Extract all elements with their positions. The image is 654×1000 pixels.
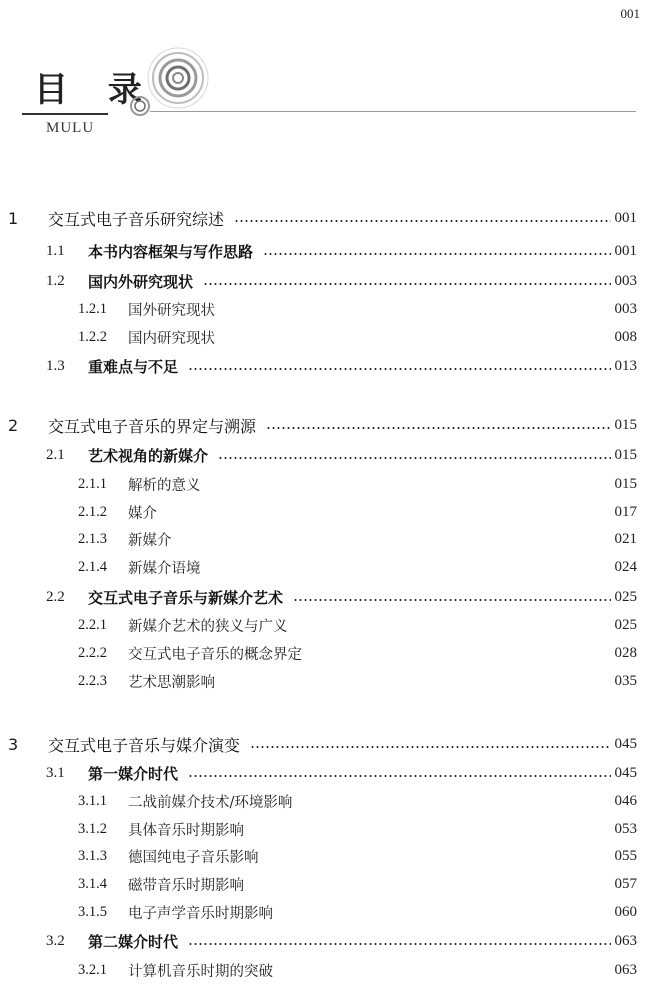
toc-entry-3-1-2[interactable]: [0, 817, 654, 841]
title-underline: [22, 113, 108, 115]
toc-entry-number: 1.2: [46, 272, 65, 289]
toc-entry-title: 新媒介语境: [128, 560, 201, 577]
toc-entry-title: 德国纯电子音乐影响: [128, 849, 259, 866]
toc-entry-title: 交互式电子音乐的界定与溯源: [48, 416, 257, 436]
toc-entry-2-2-1[interactable]: [0, 613, 654, 637]
toc-entry-1-2[interactable]: [0, 269, 654, 293]
toc-entry-3-1-4[interactable]: [0, 872, 654, 896]
toc-entry-number: 3.1.1: [78, 792, 107, 809]
toc-entry-number: 3.1.2: [78, 820, 107, 837]
toc-header: [0, 0, 654, 150]
toc-entry-number: 2: [8, 415, 19, 435]
toc-entry-page: 013: [614, 357, 637, 374]
toc-entry-number: 3.1.3: [78, 847, 107, 864]
toc-entry-title: 国内外研究现状: [88, 272, 194, 291]
toc-entry-page: 035: [614, 672, 637, 689]
toc-entry-page: 063: [614, 932, 637, 949]
toc-entry-number: 1.3: [46, 357, 65, 374]
toc-entry-3-2[interactable]: [0, 929, 654, 953]
toc-entry-title: 交互式电子音乐与媒介演变: [48, 735, 241, 755]
dot-leader: [188, 943, 610, 945]
toc-entry-number: 3: [8, 734, 19, 754]
toc-entry-title: 第二媒介时代: [88, 932, 179, 951]
dot-leader: [234, 220, 610, 222]
toc-entry-page: 063: [614, 961, 637, 978]
toc-entry-title: 计算机音乐时期的突破: [128, 963, 273, 980]
toc-entry-1-2-1[interactable]: [0, 297, 654, 321]
toc-entry-3-1-3[interactable]: [0, 844, 654, 868]
toc-entry-title: 国内研究现状: [128, 330, 215, 347]
decorative-circles-icon: [126, 44, 216, 120]
toc-entry-title: 媒介: [128, 505, 157, 522]
toc-entry-3-1[interactable]: [0, 761, 654, 785]
toc-entry-number: 3.2.1: [78, 961, 107, 978]
toc-entry-page: 060: [614, 903, 637, 920]
page-title: 目 录: [34, 70, 156, 110]
toc-entry-page: 025: [614, 588, 637, 605]
dot-leader: [218, 457, 610, 459]
toc-entry-page: 001: [614, 209, 637, 226]
page-subtitle: MULU: [46, 120, 95, 136]
toc-entry-page: 045: [614, 735, 637, 752]
toc-entry-page: 045: [614, 764, 637, 781]
toc-entry-page: 003: [614, 300, 637, 317]
toc-entry-title: 二战前媒介技术/环境影响: [128, 794, 293, 811]
toc-entry-title: 具体音乐时期影响: [128, 822, 244, 839]
toc-entry-title: 交互式电子音乐与新媒介艺术: [88, 588, 284, 607]
dot-leader: [188, 775, 610, 777]
toc-entry-2-1[interactable]: [0, 443, 654, 467]
dot-leader: [203, 283, 610, 285]
toc-entry-number: 1.2.1: [78, 300, 107, 317]
header-rule: [150, 111, 636, 112]
toc-entry-2-2-2[interactable]: [0, 641, 654, 665]
toc-entry-1-1[interactable]: [0, 239, 654, 263]
toc-entry-title: 解析的意义: [128, 477, 201, 494]
toc-entry-page: 008: [614, 328, 637, 345]
page-number: 001: [620, 6, 640, 21]
toc-entry-number: 2.1: [46, 446, 65, 463]
toc-entry-2-1-2[interactable]: [0, 500, 654, 524]
toc-entry-number: 3.1.5: [78, 903, 107, 920]
toc-entry-2-2[interactable]: [0, 585, 654, 609]
dot-leader: [188, 368, 610, 370]
toc-entry-number: 1.1: [46, 242, 65, 259]
toc-entry-number: 2.1.3: [78, 530, 107, 547]
dot-leader: [250, 746, 610, 748]
toc-entry-number: 2.1.4: [78, 558, 107, 575]
toc-entry-number: 2.2.2: [78, 644, 107, 661]
toc-entry-1[interactable]: [0, 206, 654, 230]
toc-entry-page: 025: [614, 616, 637, 633]
toc-entry-title: 艺术思潮影响: [128, 674, 215, 691]
toc-entry-page: 021: [614, 530, 637, 547]
toc-entry-page: 057: [614, 875, 637, 892]
toc-entry-page: 015: [614, 416, 637, 433]
toc-entry-number: 2.2: [46, 588, 65, 605]
toc-entry-number: 2.1.1: [78, 475, 107, 492]
toc-entry-number: 1: [8, 208, 19, 228]
toc-entry-page: 053: [614, 820, 637, 837]
toc-entry-number: 2.2.1: [78, 616, 107, 633]
toc-entry-title: 新媒介: [128, 532, 172, 549]
toc-entry-page: 028: [614, 644, 637, 661]
toc-entry-page: 055: [614, 847, 637, 864]
toc-entry-3-1-5[interactable]: [0, 900, 654, 924]
toc-entry-1-2-2[interactable]: [0, 325, 654, 349]
toc-entry-title: 艺术视角的新媒介: [88, 446, 209, 465]
toc-entry-number: 3.2: [46, 932, 65, 949]
toc-entry-title: 本书内容框架与写作思路: [88, 242, 254, 261]
toc-entry-title: 国外研究现状: [128, 302, 215, 319]
toc-entry-number: 3.1: [46, 764, 65, 781]
toc-entry-title: 重难点与不足: [88, 357, 179, 376]
dot-leader: [293, 599, 610, 601]
toc-entry-page: 015: [614, 446, 637, 463]
toc-entry-title: 电子声学音乐时期影响: [128, 905, 273, 922]
toc-entry-number: 2.1.2: [78, 503, 107, 520]
toc-entry-2[interactable]: [0, 413, 654, 437]
toc-entry-page: 024: [614, 558, 637, 575]
toc-entry-2-1-4[interactable]: [0, 555, 654, 579]
toc-entry-title: 交互式电子音乐研究综述: [48, 209, 225, 229]
toc-entry-2-1-3[interactable]: [0, 527, 654, 551]
toc-entry-2-1-1[interactable]: [0, 472, 654, 496]
toc-entry-page: 046: [614, 792, 637, 809]
toc-entry-3[interactable]: [0, 732, 654, 756]
toc-entry-page: 015: [614, 475, 637, 492]
dot-leader: [266, 427, 610, 429]
toc-entry-title: 交互式电子音乐的概念界定: [128, 646, 302, 663]
toc-entry-title: 磁带音乐时期影响: [128, 877, 244, 894]
toc-entry-page: 017: [614, 503, 637, 520]
toc-entry-2-2-3[interactable]: [0, 669, 654, 693]
toc-entry-number: 2.2.3: [78, 672, 107, 689]
toc-entry-3-2-1[interactable]: [0, 958, 654, 982]
toc-entry-number: 3.1.4: [78, 875, 107, 892]
toc-entry-1-3[interactable]: [0, 354, 654, 378]
toc-entry-number: 1.2.2: [78, 328, 107, 345]
toc-entry-3-1-1[interactable]: [0, 789, 654, 813]
dot-leader: [263, 253, 610, 255]
toc-entry-title: 第一媒介时代: [88, 764, 179, 783]
toc-entry-page: 001: [614, 242, 637, 259]
toc-entry-title: 新媒介艺术的狭义与广义: [128, 618, 288, 635]
toc-entry-page: 003: [614, 272, 637, 289]
